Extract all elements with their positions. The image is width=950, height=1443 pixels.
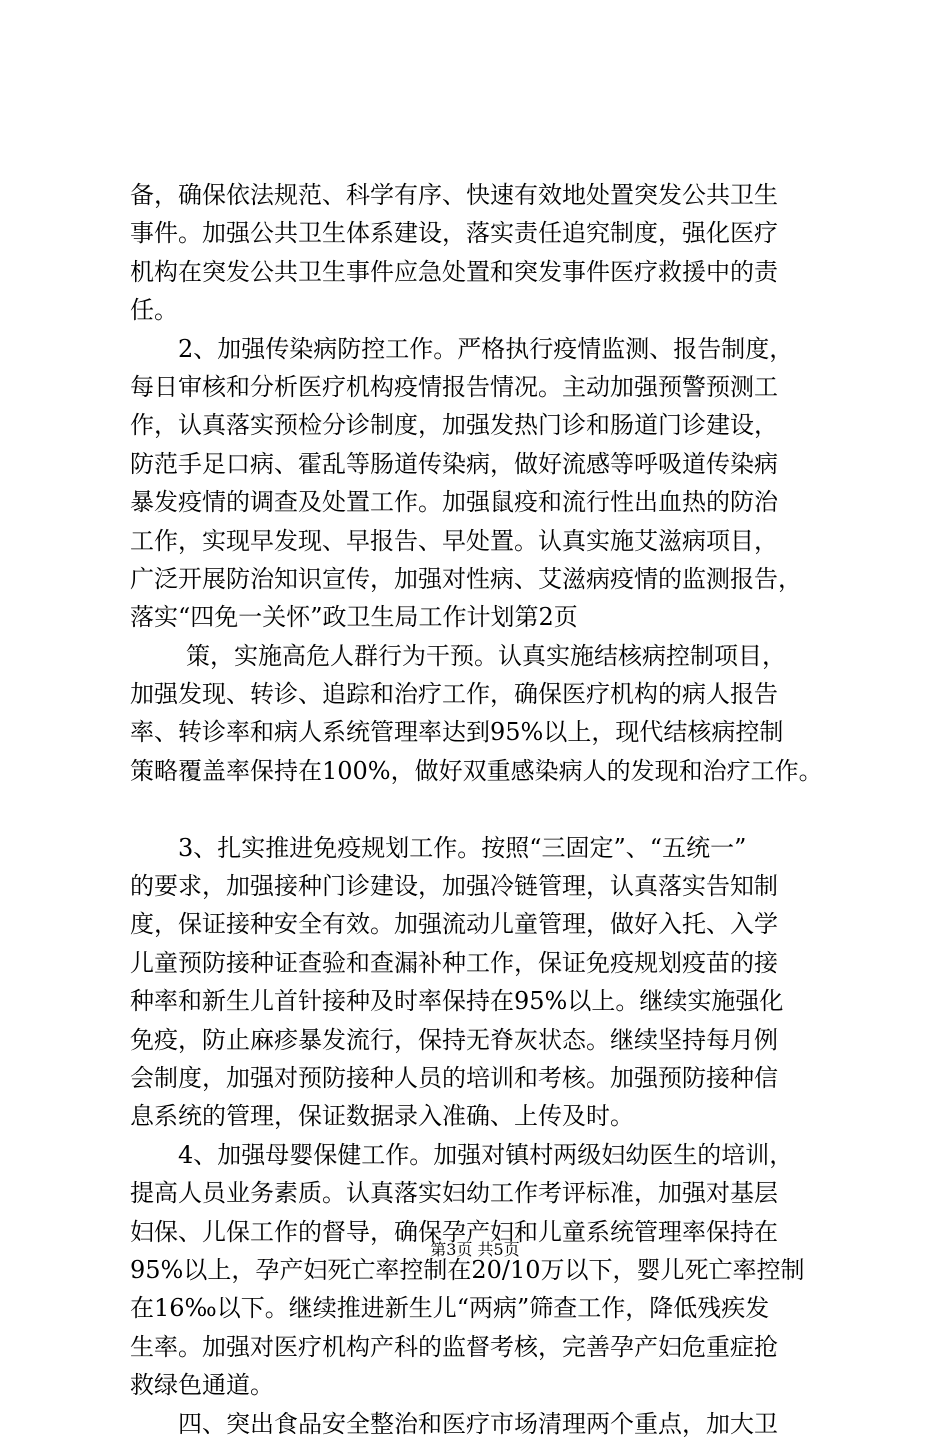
text-line: 落实“四免一关怀”政卫生局工作计划第2页 [130, 603, 578, 632]
text-line: 提高人员业务素质。认真落实妇幼工作考评标准，加强对基层 [130, 1179, 778, 1208]
text-line: 备，确保依法规范、科学有序、快速有效地处置突发公共卫生 [130, 181, 778, 209]
text-line: 种率和新生儿首针接种及时率保持在95%以上。继续实施强化 [130, 987, 784, 1016]
text-line: 防范手足口病、霍乱等肠道传染病，做好流感等呼吸道传染病 [130, 449, 778, 478]
paragraph-start-line: 3、扎实推进免疫规划工作。按照“三固定”、“五统一” [178, 833, 747, 862]
section-heading-line: 四、突出食品安全整治和医疗市场清理两个重点，加大卫 [178, 1409, 778, 1438]
text-line: 免疫，防止麻疹暴发流行，保持无脊灰状态。继续坚持每月例 [130, 1025, 778, 1054]
text-line: 工作，实现早发现、早报告、早处置。认真实施艾滋病项目， [130, 526, 778, 555]
text-line: 每日审核和分析医疗机构疫情报告情况。主动加强预警预测工 [130, 372, 778, 401]
text-line: 在16‰以下。继续推进新生儿“两病”筛查工作，降低残疾发 [130, 1294, 770, 1323]
text-line: 的要求，加强接种门诊建设，加强冷链管理，认真落实告知制 [130, 872, 778, 901]
paragraph-start-line: 4、加强母婴保健工作。加强对镇村两级妇幼医生的培训， [178, 1140, 794, 1169]
text-line: 生率。加强对医疗机构产科的监督考核，完善孕产妇危重症抢 [130, 1332, 778, 1361]
text-line: 策略覆盖率保持在100%，做好双重感染病人的发现和治疗工作。 [130, 756, 823, 785]
text-line: 会制度，加强对预防接种人员的培训和考核。加强预防接种信 [130, 1063, 778, 1092]
text-line: 机构在突发公共卫生事件应急处置和突发事件医疗救援中的责 [130, 257, 778, 286]
paragraph-start-line: 2、加强传染病防控工作。严格执行疫情监测、报告制度， [178, 334, 794, 363]
page-number-footer: 第3页 共5页 [430, 1240, 520, 1259]
text-line: 率、转诊率和病人系统管理率达到95%以上，现代结核病控制 [130, 718, 784, 747]
text-line: 息系统的管理，保证数据录入准确、上传及时。 [130, 1102, 634, 1131]
text-line: 作，认真落实预检分诊制度，加强发热门诊和肠道门诊建设， [130, 411, 778, 440]
blank-line [130, 790, 840, 828]
text-line: 度，保证接种安全有效。加强流动儿童管理，做好入托、入学 [130, 910, 778, 939]
text-line: 暴发疫情的调查及处置工作。加强鼠疫和流行性出血热的防治 [130, 488, 778, 517]
text-line: 加强发现、转诊、追踪和治疗工作，确保医疗机构的病人报告 [130, 680, 778, 709]
text-line: 事件。加强公共卫生体系建设，落实责任追究制度，强化医疗 [130, 219, 778, 248]
text-line: 广泛开展防治知识宣传，加强对性病、艾滋病疫情的监测报告， [130, 564, 802, 593]
text-line: 救绿色通道。 [130, 1371, 274, 1400]
text-line: 任。 [130, 296, 178, 325]
text-line: 妇保、儿保工作的督导，确保孕产妇和儿童系统管理率保持在 [130, 1217, 778, 1246]
paragraph-start-line: 策，实施高危人群行为干预。认真实施结核病控制项目， [186, 641, 786, 670]
text-line: 95%以上，孕产妇死亡率控制在20/10万以下，婴儿死亡率控制 [130, 1255, 805, 1284]
text-line: 儿童预防接种证查验和查漏补种工作，保证免疫规划疫苗的接 [130, 948, 778, 977]
